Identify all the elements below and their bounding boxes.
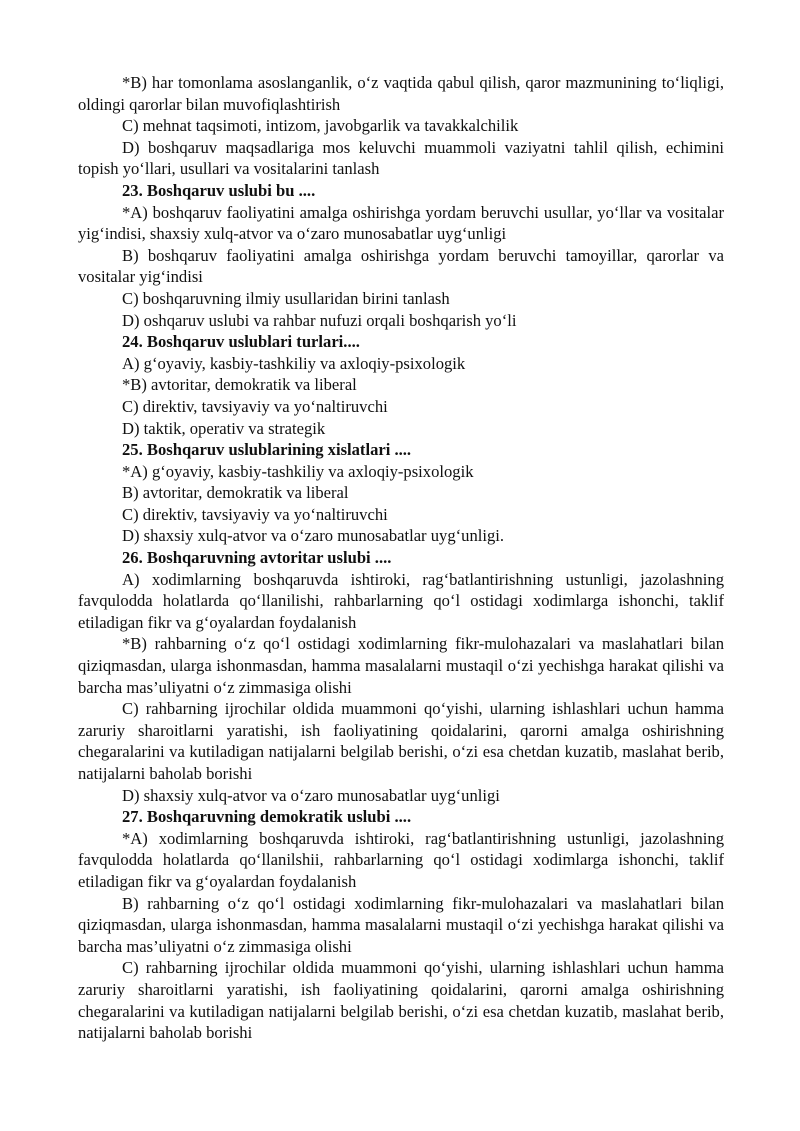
answer-option: B) boshqaruv faoliyatini amalga oshirishga yordam beruvchi tamoyillar, qarorlar va vositalar yig‘indisi <box>78 245 724 287</box>
answer-option: D) oshqaruv uslubi va rahbar nufuzi orqali boshqarish yo‘li <box>122 310 517 330</box>
document-page <box>78 72 724 1044</box>
answer-option: *A) xodimlarning boshqaruvda ishtiroki, rag‘batlantirishning ustunligi, jazolashning favqulodda holatlarda qo‘llanilshii, rahbarlarning qo‘l ostidagi xodimlarga ishonchi, taklif etiladigan fikr va g‘oyalardan foydalanish <box>78 828 724 891</box>
answer-option: C) direktiv, tavsiyaviy va yo‘naltiruvchi <box>122 504 388 524</box>
answer-option: C) rahbarning ijrochilar oldida muammoni qo‘yishi, ularning ishlashlari uchun hamma zaruriy sharoitlarni yaratishi, ish faoliyatining qoidalarini, qarorni amalga oshirishning chegaralarini va kutiladigan natijalarni belgilab berishi, o‘zi esa chetdan kuzatib, maslahat berib, natijalarni baholab borishi <box>78 699 724 783</box>
answer-option: C) boshqaruvning ilmiy usullaridan birini tanlash <box>122 288 450 308</box>
answer-option: C) rahbarning ijrochilar oldida muammoni qo‘yishi, ularning ishlashlari uchun hamma zaruriy sharoitlarni yaratishi, ish faoliyatining qoidalarini, qarorni amalga oshirishning chegaralarini va kutiladigan natijalarni belgilab berishi, o‘zi esa chetdan kuzatib, maslahat berib, natijalarni baholab borishi <box>78 958 724 1043</box>
answer-option: A) g‘oyaviy, kasbiy-tashkiliy va axloqiy-psixologik <box>122 353 466 373</box>
answer-option: D) taktik, operativ va strategik <box>122 418 326 438</box>
question-heading: 26. Boshqaruvning avtoritar uslubi .... <box>122 548 392 568</box>
answer-option: B) avtoritar, demokratik va liberal <box>122 483 349 503</box>
answer-option: *B) rahbarning o‘z qo‘l ostidagi xodimlarning fikr-mulohazalari va maslahatlari bilan qiziqmasdan, ularga ishonmasdan, hamma masalalarni mustaqil o‘zi yechishga harakat qilishi va barcha mas’uliyatni o‘z zimmasiga olishi <box>78 634 724 697</box>
answer-option: *A) boshqaruv faoliyatini amalga oshirishga yordam beruvchi usullar, yo‘llar va vositalar yig‘indisi, shaxsiy xulq-atvor va o‘zaro munosabatlar uyg‘unligi <box>78 202 724 244</box>
answer-option: A) xodimlarning boshqaruvda ishtiroki, rag‘batlantirishning ustunligi, jazolashning favqulodda holatlarda qo‘llanilishi, rahbarlarning qo‘l ostidagi xodimlarga ishonchi, taklif etiladigan fikr va g‘oyalardan foydalanish <box>78 569 724 632</box>
answer-option: *A) g‘oyaviy, kasbiy-tashkiliy va axloqiy-psixologik <box>122 461 474 481</box>
question-heading: 24. Boshqaruv uslublari turlari.... <box>122 332 360 352</box>
answer-option: *B) har tomonlama asoslanganlik, o‘z vaqtida qabul qilish, qaror mazmunining to‘liqligi, oldingi qarorlar bilan muvofiqlashtirish <box>78 73 724 114</box>
answer-option: C) direktiv, tavsiyaviy va yo‘naltiruvchi <box>122 396 388 416</box>
question-heading: 25. Boshqaruv uslublarining xislatlari .... <box>122 440 412 460</box>
answer-option: B) rahbarning o‘z qo‘l ostidagi xodimlarning fikr-mulohazalari va maslahatlari bilan qiziqmasdan, ularga ishonmasdan, hamma masalalarni mustaqil o‘zi yechishga harakat qilishi va barcha mas’uliyatni o‘z zimmasiga olishi <box>78 893 724 956</box>
answer-option: D) boshqaruv maqsadlariga mos keluvchi muammoli vaziyatni tahlil qilish, echimini topish yo‘llari, usullari va vositalarini tanlash <box>78 137 724 179</box>
answer-option: D) shaxsiy xulq-atvor va o‘zaro munosabatlar uyg‘unligi <box>122 785 500 805</box>
question-heading: 23. Boshqaruv uslubi bu .... <box>122 180 316 200</box>
answer-option: *B) avtoritar, demokratik va liberal <box>122 375 357 395</box>
answer-option: C) mehnat taqsimoti, intizom, javobgarlik va tavakkalchilik <box>122 116 519 136</box>
question-heading: 27. Boshqaruvning demokratik uslubi .... <box>122 807 412 827</box>
answer-option: D) shaxsiy xulq-atvor va o‘zaro munosabatlar uyg‘unligi. <box>122 526 505 546</box>
